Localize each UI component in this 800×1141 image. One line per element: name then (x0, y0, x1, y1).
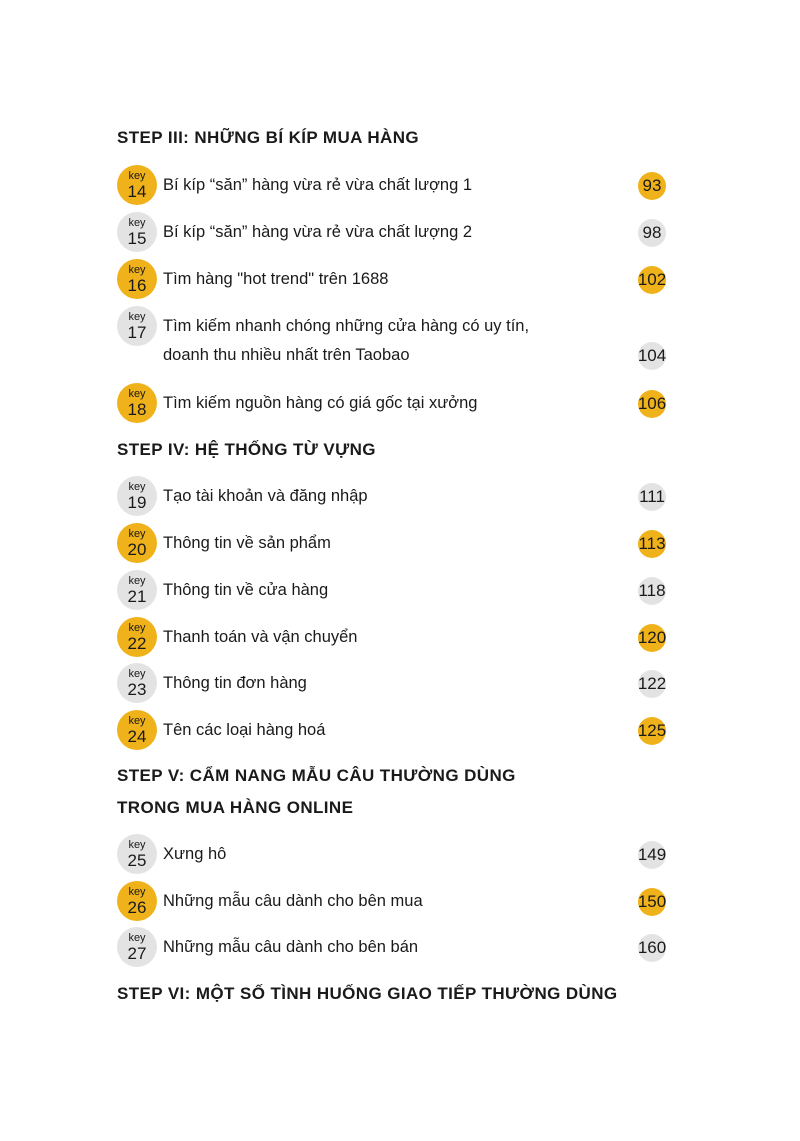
key-badge-number: 17 (127, 323, 147, 342)
key-badge-label: key (128, 839, 146, 851)
page-number: 113 (638, 534, 666, 553)
toc-entry-key-24[interactable] (117, 710, 677, 752)
page-number-badge (638, 888, 666, 916)
page-number: 160 (637, 938, 667, 957)
toc-entry-key-20[interactable] (117, 523, 677, 565)
page-number-badge (638, 670, 666, 698)
page-number-badge (638, 717, 666, 745)
key-badge-number: 21 (127, 587, 147, 606)
page-number-badge (638, 266, 666, 294)
key-badge-label: key (128, 715, 146, 727)
key-badge-label: key (128, 622, 146, 634)
toc-entry-title: Thông tin về sản phẩm (163, 534, 331, 552)
toc-entry-key-25[interactable] (117, 834, 677, 876)
key-badge (117, 306, 157, 346)
page-number-badge (638, 390, 666, 418)
page-number: 98 (642, 223, 662, 242)
key-badge-label: key (128, 481, 146, 493)
page-number-badge (638, 934, 666, 962)
page-number-badge (638, 577, 666, 605)
key-badge (117, 383, 157, 423)
toc-entry-key-22[interactable] (117, 617, 677, 659)
key-badge-label: key (128, 311, 146, 323)
page-number: 93 (642, 176, 662, 195)
key-badge (117, 570, 157, 610)
page-number: 111 (639, 487, 665, 506)
page-number-badge (638, 342, 666, 370)
toc-entry-title: Tìm kiếm nguồn hàng có giá gốc tại xưởng (163, 394, 478, 412)
key-badge (117, 165, 157, 205)
key-badge-number: 19 (127, 493, 147, 512)
key-badge (117, 212, 157, 252)
toc-entry-title: Xưng hô (163, 845, 227, 863)
key-badge-label: key (128, 388, 146, 400)
toc-entry-title: Những mẫu câu dành cho bên bán (163, 938, 419, 956)
page-number-badge (638, 483, 666, 511)
toc-entry-title: Tạo tài khoản và đăng nhập (163, 487, 368, 505)
toc-entry-title: Tên các loại hàng hoá (163, 721, 326, 739)
key-badge (117, 834, 157, 874)
key-badge (117, 710, 157, 750)
page-number: 118 (638, 581, 666, 600)
page-number: 122 (637, 674, 667, 693)
toc-entry-key-23[interactable] (117, 663, 677, 705)
page-number: 150 (637, 892, 667, 911)
toc-entry-title: Thanh toán và vận chuyển (163, 628, 358, 646)
key-badge (117, 881, 157, 921)
section-heading-step-v-line-2: TRONG MUA HÀNG ONLINE (117, 798, 354, 817)
toc-entry-title: Bí kíp “săn” hàng vừa rẻ vừa chất lượng 1 (163, 176, 473, 194)
key-badge (117, 259, 157, 299)
key-badge-number: 25 (127, 851, 147, 870)
key-badge-label: key (128, 170, 146, 182)
toc-entry-title: Thông tin về cửa hàng (163, 581, 329, 599)
page-number: 125 (637, 721, 667, 740)
page-number: 104 (637, 346, 667, 365)
key-badge (117, 523, 157, 563)
toc-entry-title: Thông tin đơn hàng (163, 674, 307, 692)
key-badge-number: 16 (127, 276, 147, 295)
key-badge-number: 27 (127, 944, 147, 963)
toc-entry-title-line-1: Tìm kiếm nhanh chóng những cửa hàng có uy tín, (163, 317, 530, 335)
toc-entry-title: Tìm hàng "hot trend" trên 1688 (163, 270, 389, 288)
section-heading-step-vi: STEP VI: MỘT SỐ TÌNH HUỐNG GIAO TIẾP THƯỜNG DÙNG (117, 984, 618, 1003)
page-number: 106 (637, 394, 667, 413)
page-number: 102 (637, 270, 667, 289)
key-badge-number: 24 (127, 727, 147, 746)
toc-entry-key-14[interactable] (117, 165, 677, 207)
page-number: 149 (637, 845, 667, 864)
key-badge-label: key (128, 668, 146, 680)
key-badge-label: key (128, 217, 146, 229)
key-badge-number: 18 (127, 400, 147, 419)
page-number-badge (638, 841, 666, 869)
key-badge-number: 23 (127, 680, 147, 699)
key-badge-number: 15 (127, 229, 147, 248)
key-badge-number: 22 (127, 634, 147, 653)
key-badge-number: 26 (127, 898, 147, 917)
toc-entry-title: Những mẫu câu dành cho bên mua (163, 892, 423, 910)
toc-entry-key-18[interactable] (117, 383, 677, 425)
key-badge (117, 617, 157, 657)
toc-entry-key-27[interactable] (117, 927, 677, 969)
key-badge-label: key (128, 932, 146, 944)
page-number: 120 (637, 628, 667, 647)
toc-entry-key-19[interactable] (117, 476, 677, 518)
toc-entry-key-21[interactable] (117, 570, 677, 612)
key-badge (117, 927, 157, 967)
toc-entry-key-16[interactable] (117, 259, 677, 301)
section-heading-step-iv: STEP IV: HỆ THỐNG TỪ VỰNG (117, 440, 376, 459)
key-badge-number: 20 (127, 540, 147, 559)
page-number-badge (638, 219, 666, 247)
key-badge (117, 663, 157, 703)
toc-entry-key-15[interactable] (117, 212, 677, 254)
key-badge-number: 14 (127, 182, 147, 201)
section-heading-step-v-line-1: STEP V: CẨM NANG MẪU CÂU THƯỜNG DÙNG (117, 766, 516, 785)
key-badge-label: key (128, 264, 146, 276)
page-number-badge (638, 624, 666, 652)
key-badge-label: key (128, 575, 146, 587)
toc-entry-key-17[interactable] (117, 306, 677, 376)
page-number-badge (638, 530, 666, 558)
section-heading-step-iii: STEP III: NHỮNG BÍ KÍP MUA HÀNG (117, 128, 419, 147)
toc-entry-title: Bí kíp “săn” hàng vừa rẻ vừa chất lượng 2 (163, 223, 473, 241)
toc-entry-title-line-2: doanh thu nhiều nhất trên Taobao (163, 346, 410, 364)
key-badge-label: key (128, 886, 146, 898)
page-number-badge (638, 172, 666, 200)
key-badge (117, 476, 157, 516)
key-badge-label: key (128, 528, 146, 540)
toc-entry-key-26[interactable] (117, 881, 677, 923)
